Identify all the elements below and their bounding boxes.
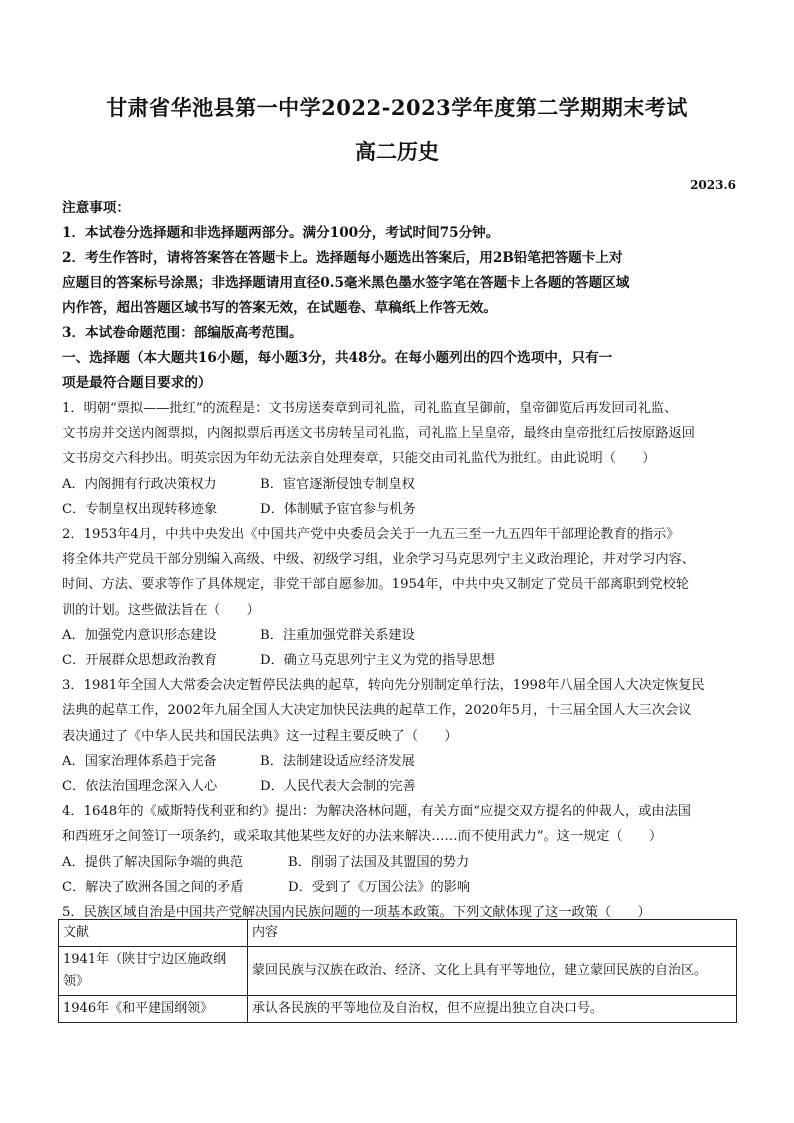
- option-row: [62, 749, 742, 774]
- table-row: [59, 996, 737, 1023]
- option-c[interactable]: C．专制皇权出现转移迹象: [62, 501, 218, 517]
- option-c[interactable]: C．依法治国理念深入人心: [62, 779, 218, 795]
- option-b[interactable]: B．宦官逐渐侵蚀专制皇权: [260, 476, 415, 492]
- option-d[interactable]: D．确立马克思列宁主义为党的指导思想: [260, 653, 495, 669]
- option-row: [62, 497, 742, 522]
- table-header-cell: 文献: [59, 920, 248, 947]
- option-d[interactable]: D．受到了《万国公法》的影响: [288, 879, 471, 895]
- option-a[interactable]: A．国家治理体系趋于完备: [62, 753, 217, 769]
- question-line: 文书房并交送内阁票拟，内阁拟票后再送文书房转呈司礼监，司礼监上呈皇帝，最终由皇帝批红后按原路返回: [62, 426, 695, 442]
- notice-line: 1．本试卷分选择题和非选择题两部分。满分100分，考试时间75分钟。: [62, 225, 500, 241]
- question-line: 4．1648年的《威斯特伐利亚和约》提出：为解决洛林问题，有关方面“应提交双方提名的仲裁人，或由法国: [62, 804, 691, 820]
- question-line: 2．1953年4月，中共中央发出《中国共产党中央委员会关于一九五三至一九五四年干部理论教育的指示》: [62, 527, 680, 543]
- question-line: 将全体共产党员干部分别编入高级、中级、初级学习组，业余学习马克思列宁主义政治理论，并对学习内容、: [62, 552, 695, 568]
- option-row: [62, 774, 742, 799]
- option-b[interactable]: B．注重加强党群关系建设: [260, 627, 415, 643]
- option-row: [62, 623, 742, 648]
- question-2: [62, 522, 742, 673]
- document-table: [58, 919, 737, 1023]
- question-line: 和西班牙之间签订一项条约，或采取其他某些友好的办法来解决……而不使用武力”。这一规定（ ）: [62, 829, 663, 845]
- table-header-row: [59, 920, 737, 947]
- option-row: [62, 850, 742, 875]
- question-4: [62, 799, 742, 900]
- question-line: 法典的起草工作，2002年九届全国人大决定加快民法典的起草工作，2020年5月，十三届全国人大三次会议: [62, 703, 692, 719]
- notice-line: 内作答，超出答题区域书写的答案无效，在试题卷、草稿纸上作答无效。: [62, 300, 497, 316]
- exam-content: [62, 196, 742, 925]
- option-c[interactable]: C．解决了欧洲各国之间的矛盾: [62, 879, 244, 895]
- option-row: [62, 648, 742, 673]
- question-line: 训的计划。这些做法旨在（ ）: [62, 602, 260, 618]
- option-d[interactable]: D．体制赋予宦官参与机务: [260, 501, 416, 517]
- notice-line: 应题目的答案标号涂黑；非选择题请用直径0.5毫米黑色墨水签字笔在答题卡上各题的答题区域: [62, 275, 630, 291]
- table-cell: 1941年（陕甘宁边区施政纲领》: [59, 947, 248, 996]
- option-a[interactable]: A．内阁拥有行政决策权力: [62, 476, 217, 492]
- notice-block: [62, 196, 742, 346]
- notice-line: 3．本试卷命题范围：部编版高考范围。: [62, 325, 303, 341]
- notice-heading: 注意事项：: [62, 200, 130, 216]
- section-line: 一、选择题（本大题共16小题，每小题3分，共48分。在每小题列出的四个选项中，只有一: [62, 350, 613, 366]
- question-line: 时间、方法、要求等作了具体规定，非党干部自愿参加。1954年，中共中央又制定了党员干部离职到党校轮: [62, 577, 689, 593]
- question-1: [62, 396, 742, 522]
- table-row: [59, 947, 737, 996]
- option-row: [62, 875, 742, 900]
- option-row: [62, 472, 742, 497]
- table-cell: 1946年《和平建国纲领》: [59, 996, 248, 1023]
- question-line: 5．民族区域自治是中国共产党解决国内民族问题的一项基本政策。下列文献体现了这一政策（ ）: [62, 905, 651, 921]
- table-cell: 蒙回民族与汉族在政治、经济、文化上具有平等地位，建立蒙回民族的自治区。: [248, 947, 737, 996]
- question-line: 3．1981年全国人大常委会决定暂停民法典的起草，转向先分别制定单行法，1998年八届全国人大决定恢复民: [62, 678, 705, 694]
- option-c[interactable]: C．开展群众思想政治教育: [62, 653, 218, 669]
- exam-date: 2023.6: [690, 178, 736, 192]
- question-line: 表决通过了《中华人民共和国民法典》这一过程主要反映了（ ）: [62, 728, 458, 744]
- option-b[interactable]: B．削弱了法国及其盟国的势力: [288, 854, 470, 870]
- option-a[interactable]: A．提供了解决国际争端的典范: [62, 854, 243, 870]
- notice-line: 2．考生作答时，请将答案答在答题卡上。选择题每小题选出答案后，用2B铅笔把答题卡上对: [62, 250, 623, 266]
- exam-title: 甘肃省华池县第一中学2022-2023学年度第二学期期末考试: [106, 95, 688, 120]
- question-3: [62, 673, 742, 799]
- table-header-cell: 内容: [248, 920, 737, 947]
- option-d[interactable]: D．人民代表大会制的完善: [260, 779, 416, 795]
- option-b[interactable]: B．法制建设适应经济发展: [260, 753, 415, 769]
- table-cell: 承认各民族的平等地位及自治权，但不应提出独立自决口号。: [248, 996, 737, 1023]
- question-line: 1．明朝“票拟——批红”的流程是：文书房送奏章到司礼监，司礼监直呈御前，皇帝御览后再发回司礼监、: [62, 401, 678, 416]
- section-heading: [62, 346, 742, 396]
- section-line: 项是最符合题目要求的）: [62, 375, 212, 391]
- option-a[interactable]: A．加强党内意识形态建设: [62, 627, 217, 643]
- exam-subtitle: 高二历史: [355, 139, 439, 164]
- question-line: 文书房交六科抄出。明英宗因为年幼无法亲自处理奏章，只能交由司礼监代为批红。由此说明（ ）: [62, 451, 656, 467]
